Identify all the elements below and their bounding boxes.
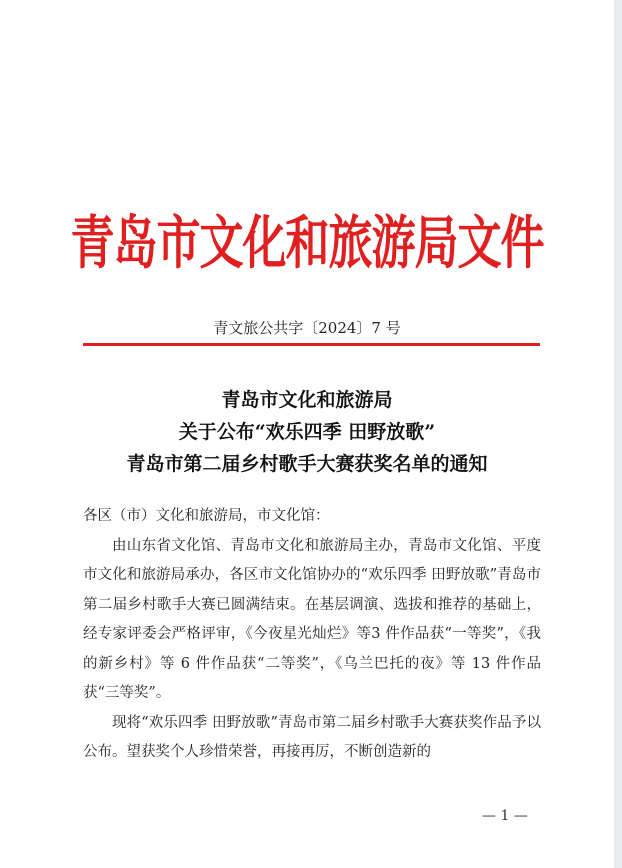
red-separator-line [83, 343, 540, 346]
page-number: — 1 — [482, 808, 528, 824]
notice-title-line: 青岛市文化和旅游局 [221, 389, 393, 411]
notice-title-line: 青岛市第二届乡村歌手大赛获奖名单的通知 [126, 453, 488, 475]
body-paragraph: 由山东省文化馆、青岛市文化和旅游局主办，青岛市文化馆、平度市文化和旅游局承办，各区市文化馆协办的“欢乐四季 田野放歌”青岛市第二届乡村歌手大赛已圆满结束。在基层调演、选拔和推荐的基础上，经专家评委会严格评审，《今夜星光灿烂》等3 件作品获“一等奖”，《我的新乡村》等 6 件作品获“二等奖”，《乌兰巴托的夜》等 13 件作品获“三等奖”。 [83, 537, 541, 701]
notice-title [0, 384, 614, 480]
document-number: 青文旅公共字〔2024〕7 号 [213, 319, 401, 337]
viewer-gutter [614, 0, 622, 868]
notice-title-line: 关于公布“欢乐四季 田野放歌” [178, 421, 436, 443]
document-header-title: 青岛市文化和旅游局文件 [70, 210, 544, 277]
body-paragraph: 现将“欢乐四季 田野放歌”青岛市第二届乡村歌手大赛获奖作品予以公布。望获奖个人珍惜荣誉，再接再厉，不断创造新的 [83, 714, 541, 760]
salutation: 各区（市）文化和旅游局，市文化馆： [83, 508, 330, 524]
notice-body [83, 502, 541, 768]
